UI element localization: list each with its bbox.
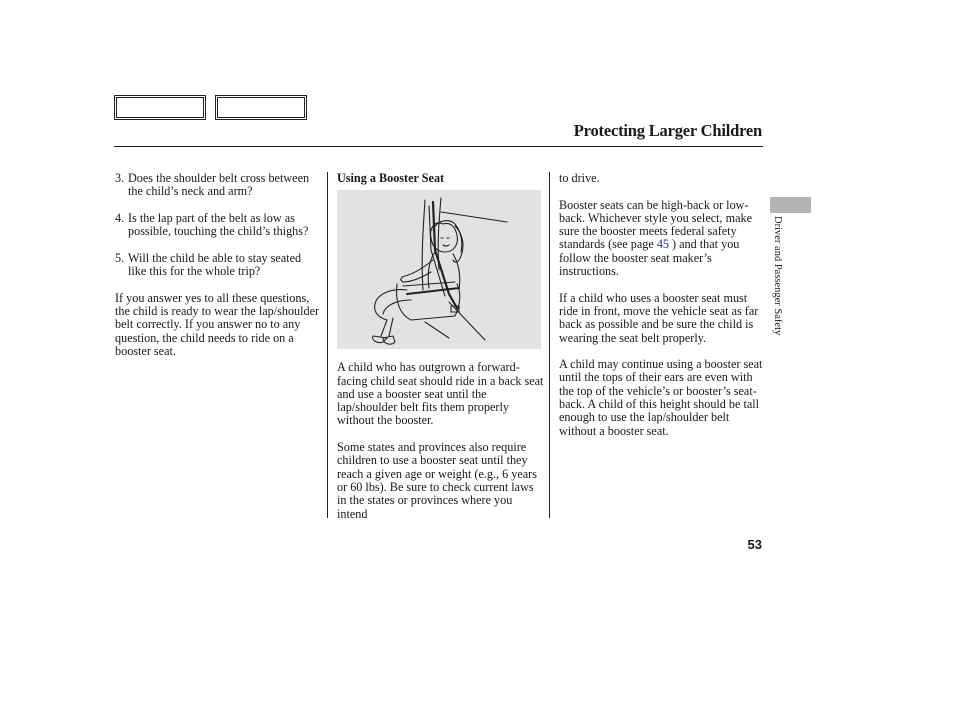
page-number: 53 (747, 537, 762, 552)
paragraph: A child who has outgrown a forward-facing child seat should ride in a back seat and use a booster seat until the lap/shoulder belt fits them properly without the booster. (337, 360, 544, 428)
paragraph: to drive. (559, 171, 600, 185)
section-tab (770, 197, 811, 213)
booster-seat-illustration (337, 190, 541, 349)
column-1 (115, 172, 320, 371)
section-heading: Using a Booster Seat (337, 171, 445, 185)
column-2 (337, 172, 544, 534)
list-item-text: Is the lap part of the belt as low as possible, touching the child’s thighs? (128, 210, 309, 239)
list-item-number: 5. (115, 250, 125, 265)
paragraph: If a child who uses a booster seat must ride in front, move the vehicle seat as far back as possible and be sure the child is wearing the seat belt properly. (559, 290, 759, 345)
paragraph: Some states and provinces also require children to use a booster seat until they reach a given age or weight (e.g., 6 years or 60 lbs). Be sure to check current laws in the states or provinces where you intend (337, 440, 537, 521)
column-3 (559, 172, 765, 451)
paragraph-text: Booster seats can be high-back or low-back. Whichever style you select, make sure the booster meets federal safety standards (see page (559, 197, 753, 252)
column-divider (549, 172, 550, 518)
nav-prev-button[interactable] (114, 95, 206, 120)
list-item-number: 3. (115, 171, 125, 185)
paragraph (559, 199, 765, 279)
list-item (115, 252, 320, 279)
list-item-text: Does the shoulder belt cross between the child’s neck and arm? (128, 171, 310, 199)
child-in-booster-seat-image (337, 190, 541, 349)
closing-paragraph: If you answer yes to all these questions, the child is ready to wear the lap/shoulder belt correctly. If you answer no to any question, the child needs to ride on a booster seat. (115, 290, 320, 358)
list-item-text: Will the child be able to stay seated like this for the whole trip? (128, 250, 302, 279)
section-tab-label: Driver and Passenger Safety (772, 216, 783, 336)
column-divider (327, 172, 328, 518)
paragraph: A child may continue using a booster seat until the tops of their ears are even with the top of the vehicle’s or booster’s seat-back. A child of this height should be tall enough to use the lap/shoulder belt without a booster seat. (559, 357, 763, 438)
list-item-number: 4. (115, 210, 125, 225)
nav-next-button[interactable] (215, 95, 307, 120)
page-reference-link[interactable]: 45 (656, 237, 669, 252)
list-item (115, 172, 320, 199)
paragraph-text: ) and that you follow the booster seat maker’s instructions. (559, 237, 740, 279)
list-item (115, 212, 320, 239)
title-rule (114, 146, 763, 147)
page-title: Protecting Larger Children (573, 121, 762, 140)
